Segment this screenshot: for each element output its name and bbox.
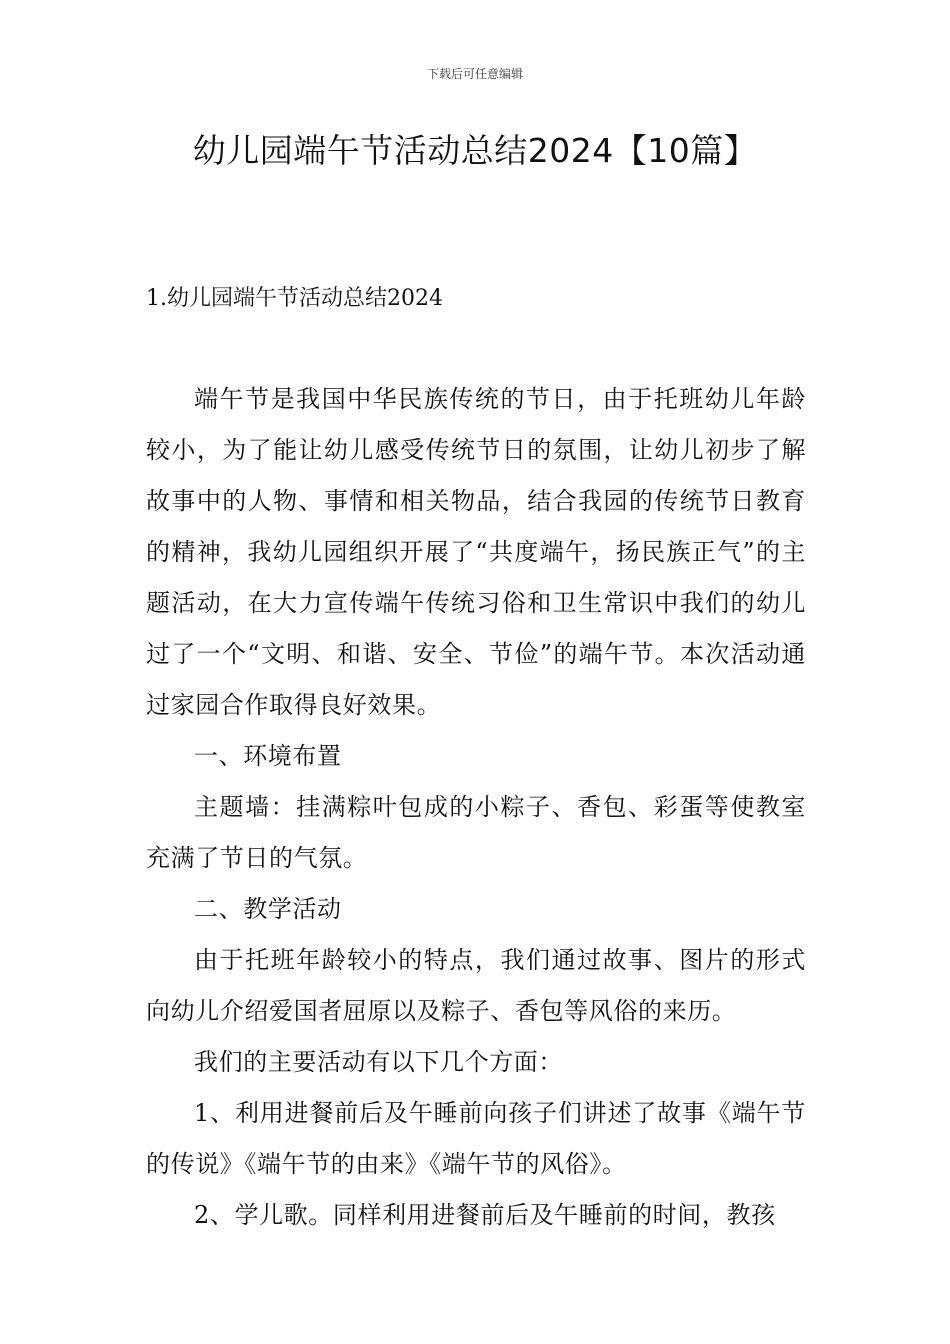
- paragraph-teaching-heading: 二、教学活动: [194, 895, 342, 923]
- paragraph-env-heading: 一、环境布置: [194, 742, 342, 770]
- paragraph-theme-wall: 主题墙：挂满粽叶包成的小粽子、香包、彩蛋等使教室充满了节日的气氛。: [146, 793, 806, 872]
- paragraph-item-2: 2、学儿歌。同样利用进餐前后及午睡前的时间，教孩: [194, 1201, 776, 1229]
- document-body: [146, 374, 806, 1241]
- paragraph-intro: 端午节是我国中华民族传统的节日，由于托班幼儿年龄较小，为了能让幼儿感受传统节日的氛围，让幼儿初步了解故事中的人物、事情和相关物品，结合我园的传统节日教育的精神，我幼儿园组织开展了“共度端午，扬民族正气”的主题活动，在大力宣传端午传统习俗和卫生常识中我们的幼儿过了一个“文明、和谐、安全、节俭”的端午节。本次活动通过家园合作取得良好效果。: [146, 385, 806, 719]
- paragraph-main-activities: 我们的主要活动有以下几个方面：: [194, 1048, 563, 1076]
- document-title: 幼儿园端午节活动总结2024【10篇】: [192, 131, 758, 170]
- paragraph-item-1: 1、利用进餐前后及午睡前向孩子们讲述了故事《端午节的传说》《端午节的由来》《端午节的风俗》。: [146, 1099, 806, 1178]
- header-note: 下载后可任意编辑: [426, 67, 523, 81]
- paragraph-teaching-intro: 由于托班年龄较小的特点，我们通过故事、图片的形式向幼儿介绍爱国者屈原以及粽子、香包等风俗的来历。: [146, 946, 806, 1025]
- section-heading: 1.幼儿园端午节活动总结2024: [146, 286, 443, 311]
